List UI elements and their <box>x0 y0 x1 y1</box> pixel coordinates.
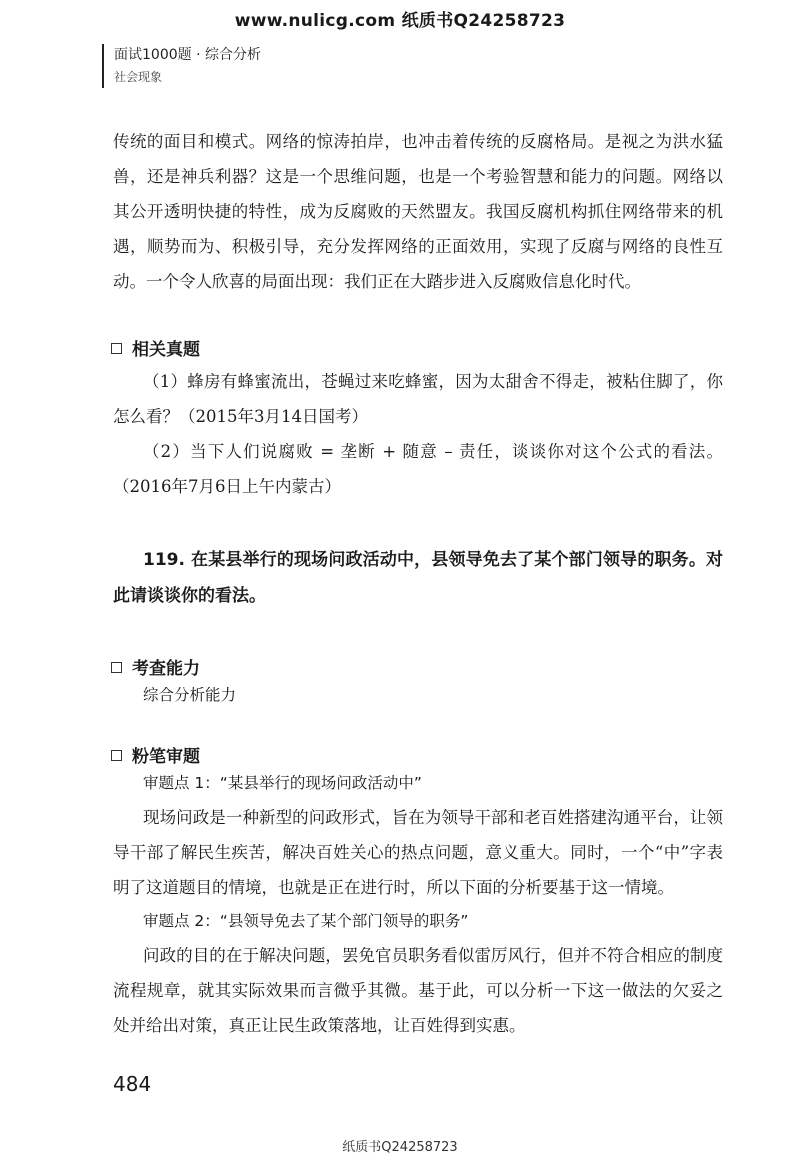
review-point-2-text: 问政的目的在于解决问题，罢免官员职务看似雷厉风行，但并不符合相应的制度流程规章，就其实际效果而言微乎其微。基于此，可以分析一下这一做法的欠妥之处并给出对策，真正让民生政策落地，让百姓得到实惠。 <box>113 946 723 1035</box>
ability-heading-label: 考查能力 <box>132 659 200 679</box>
ability-value: 综合分析能力 <box>143 686 237 704</box>
review-point-1-text: 现场问政是一种新型的问政形式，旨在为领导干部和老百姓搭建沟通平台，让领导干部了解民生疾苦，解决百姓关心的热点问题，意义重大。同时，一个“中”字表明了这道题目的情境，也就是正在进行时，所以下面的分析要基于这一情境。 <box>113 808 723 897</box>
review-point-1-title: 审题点 1：“某县举行的现场问政活动中” <box>143 774 422 792</box>
intro-paragraph: 传统的面目和模式。网络的惊涛拍岸，也冲击着传统的反腐格局。是视之为洪水猛兽，还是神兵利器？这是一个思维问题，也是一个考验智慧和能力的问题。网络以其公开透明快捷的特性，成为反腐败的天然盟友。我国反腐机构抓住网络带来的机遇，顺势而为、积极引导，充分发挥网络的正面效用，实现了反腐与网络的良性互动。一个令人欣喜的局面出现：我们正在大踏步进入反腐败信息化时代。 <box>113 132 723 291</box>
square-box-icon <box>111 343 122 354</box>
bottom-watermark: 纸质书Q24258723 <box>342 1140 458 1155</box>
book-title: 面试1000题 · 综合分析 <box>114 47 261 63</box>
review-heading-label: 粉笔审题 <box>132 747 200 767</box>
related-item-2: （2）当下人们说腐败 = 垄断 + 随意 – 责任，谈谈你对这个公式的看法。（2016年7月6日上午内蒙古） <box>113 442 723 496</box>
square-box-icon <box>111 662 122 673</box>
square-box-icon <box>111 750 122 761</box>
page-number: 484 <box>113 1072 152 1096</box>
question-title: 119. 在某县举行的现场问政活动中，县领导免去了某个部门领导的职务。对此请谈谈你的看法。 <box>113 550 723 606</box>
review-point-2-title: 审题点 2：“县领导免去了某个部门领导的职务” <box>143 912 469 930</box>
related-heading <box>111 335 723 360</box>
ability-heading <box>111 654 723 679</box>
page-content <box>113 124 723 1043</box>
related-heading-label: 相关真题 <box>132 340 200 360</box>
review-heading <box>111 742 723 767</box>
related-item-1: （1）蜂房有蜂蜜流出，苍蝇过来吃蜂蜜，因为太甜舍不得走，被粘住脚了，你怎么看？（2015年3月14日国考） <box>113 372 723 426</box>
chapter-subtitle: 社会现象 <box>114 70 163 84</box>
running-head <box>102 44 261 88</box>
top-watermark: www.nulicg.com 纸质书Q24258723 <box>234 11 566 31</box>
